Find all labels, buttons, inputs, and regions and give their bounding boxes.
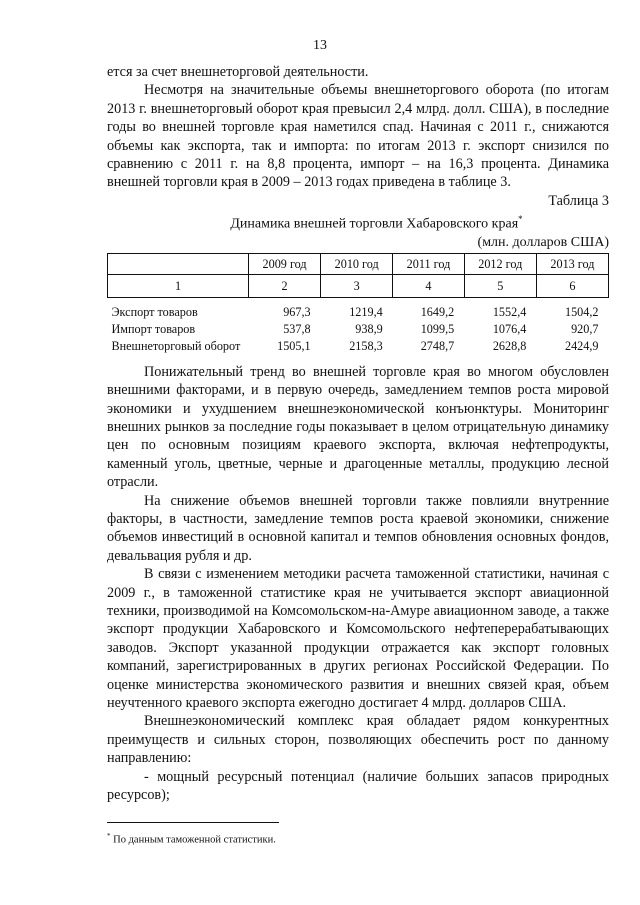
row-label: Экспорт товаров bbox=[111, 305, 198, 320]
table-title-text: Динамика внешней торговли Хабаровского края bbox=[230, 216, 519, 232]
paragraph-internal-factors: На снижение объемов внешней торговли также повлияли внутренние факторы, в частности, замедление темпов роста краевой экономики, снижение объемов инвестиций в основной капитал и темпов обновления основных фондов, девальвация рубля и др. bbox=[107, 492, 609, 564]
table-cell: 2748,7 bbox=[420, 339, 455, 354]
table-cell: 1504,2 bbox=[564, 305, 599, 320]
paragraph-external-factors: Понижательный тренд во внешней торговле края во многом обусловлен внешними факторами, и в первую очередь, замедлением темпов роста мировой экономики и ухудшением внешнеэкономической конъюнктуры. Мониторинг внешних рынков за последние годы показывает в целом отрицательную динамику цен по основным позициям краевого экспорта, включая нефтепродукты, каменный уголь, цветные, черные и драгоценные металлы, продукцию лесной отрасли. bbox=[107, 363, 609, 491]
table-cell: 2158,3 bbox=[349, 339, 383, 354]
footnote-text: По данным таможенной статистики. bbox=[113, 834, 276, 846]
column-number: 5 bbox=[464, 274, 536, 297]
column-number: 2 bbox=[249, 274, 321, 297]
table-cell: 1099,5 bbox=[420, 322, 455, 337]
header-year: 2013 год bbox=[536, 253, 608, 274]
table-row bbox=[108, 297, 609, 321]
header-year: 2011 год bbox=[393, 253, 465, 274]
table-column-numbers-row bbox=[108, 274, 609, 297]
table-cell: 1552,4 bbox=[492, 305, 527, 320]
table-label: Таблица 3 bbox=[548, 192, 609, 209]
footnote-marker: * bbox=[518, 214, 523, 225]
paragraph-continuation: ется за счет внешнеторговой деятельности. bbox=[107, 64, 369, 80]
table-cell: 920,7 bbox=[571, 322, 599, 337]
page-number: 13 bbox=[313, 38, 327, 53]
table-cell: 1219,4 bbox=[349, 305, 383, 320]
table-cell: 1505,1 bbox=[277, 339, 311, 354]
footnote-mark: * bbox=[107, 832, 111, 840]
table-cell: 1076,4 bbox=[492, 322, 527, 337]
column-number: 6 bbox=[536, 274, 608, 297]
table-cell: 938,9 bbox=[355, 322, 383, 337]
paragraph-customs-methodology: В связи с изменением методики расчета таможенной статистики, начиная с 2009 г., в таможенной статистике края не учитывается экспорт авиационной техники, производимой на Комсомольском-на-Амуре авиационном заводе, а также экспорт продукции Хабаровского и Комсомольского нефтеперерабатывающих заводов. Экспорт указанной продукции отражается как экспорт головных компаний, зарегистрированных в других регионах Российской Федерации. По оценке министерства экономического развития и внешних связей края, объем неучтенного краевого экспорта ежегодно достигает 4 млрд. долларов США. bbox=[107, 566, 609, 712]
header-year: 2009 год bbox=[249, 253, 321, 274]
table-cell: 2628,8 bbox=[492, 339, 527, 354]
row-label: Внешнеторговый оборот bbox=[111, 339, 241, 354]
paragraph-trade-decline: Несмотря на значительные объемы внешнеторгового оборота (по итогам 2013 г. внешнеторговый оборот края превысил 2,4 млрд. долл. США), в последние годы во внешней торговле края наметился спад. Начиная с 2011 г., снижаются объемы как экспорта, так и импорта: по итогам 2013 г. экспорт снизился по сравнению с 2011 г. на 8,8 процента, импорт – на 16,3 процента. Динамика внешней торговли края в 2009 – 2013 годах приведена в таблице 3. bbox=[107, 82, 609, 191]
table-header-row bbox=[108, 253, 609, 274]
header-blank-cell bbox=[108, 253, 249, 274]
table-row bbox=[108, 338, 609, 355]
table-cell: 537,8 bbox=[283, 322, 311, 337]
header-year: 2010 год bbox=[321, 253, 393, 274]
table-row bbox=[108, 321, 609, 338]
paragraph-competitive-advantages: Внешнеэкономический комплекс края обладает рядом конкурентных преимуществ и сильных сторон, позволяющих обеспечить рост по данному направлению: bbox=[107, 713, 609, 767]
table-cell: 2424,9 bbox=[564, 339, 599, 354]
trade-table bbox=[107, 253, 609, 355]
row-label: Импорт товаров bbox=[111, 322, 196, 337]
column-number: 1 bbox=[108, 274, 249, 297]
column-number: 4 bbox=[393, 274, 465, 297]
column-number: 3 bbox=[321, 274, 393, 297]
header-year: 2012 год bbox=[464, 253, 536, 274]
table-units: (млн. долларов США) bbox=[477, 235, 609, 251]
body-text bbox=[107, 63, 609, 804]
footnote-divider bbox=[107, 822, 279, 823]
footnote bbox=[107, 832, 276, 846]
table-cell: 967,3 bbox=[283, 305, 311, 320]
table-title bbox=[107, 210, 609, 234]
list-item-resource-potential: - мощный ресурсный потенциал (наличие больших запасов природных ресурсов); bbox=[107, 768, 609, 804]
table-cell: 1649,2 bbox=[420, 305, 455, 320]
